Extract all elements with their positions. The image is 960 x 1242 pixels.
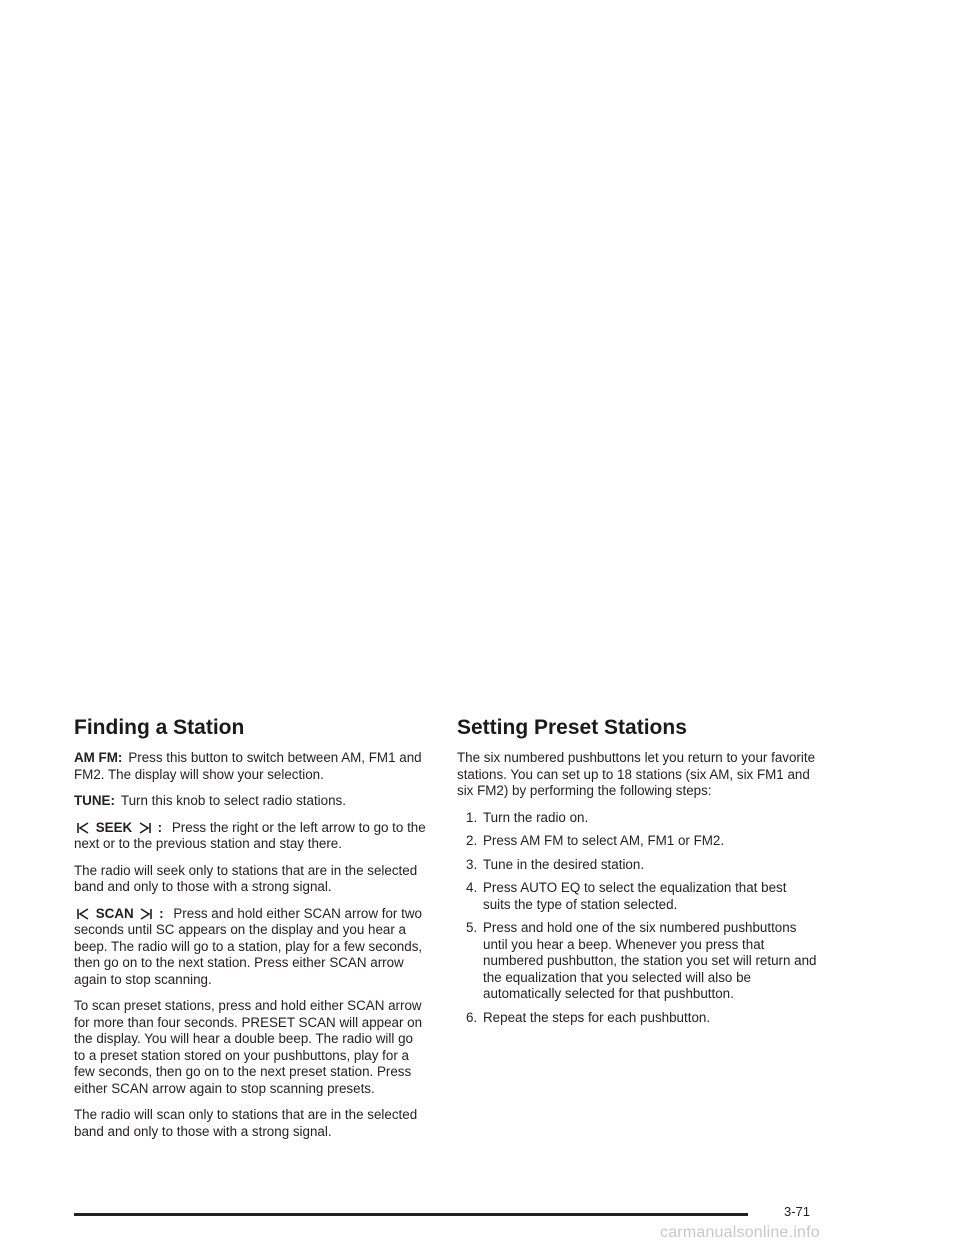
list-item: 3. Tune in the desired station. [466,856,645,872]
setting-preset-heading: Setting Preset Stations [457,716,687,739]
seek-left-arrow-icon [77,822,89,834]
scan-term: SCAN [95,905,134,921]
tune-term: TUNE: [74,793,115,808]
seek-note: The radio will seek only to stations that are in the selected band and only to those with a strong signal. [74,862,418,894]
amfm-text: Press this button to switch between AM, FM1 and FM2. The display will show your selection. [74,750,422,782]
scan-note: The radio will scan only to stations that are in the selected band and only to those with a strong signal. [74,1107,418,1139]
preset-scan-paragraph: To scan preset stations, press and hold either SCAN arrow for more than four seconds. PRESET SCAN will appear on the display. You will hear a double beep. The radio will go to a preset station stored on your pushbuttons, play for a few seconds, then go on to the next preset station. Press either SCAN arrow again to stop scanning presets. [74,998,423,1096]
amfm-term: AM FM: [74,750,123,765]
list-item: 4. Press AUTO EQ to select the equalization that best suits the type of station selected. [466,880,787,912]
scan-right-arrow-icon [140,908,152,920]
page-number: 3-71 [784,1204,811,1219]
seek-right-arrow-icon [139,822,151,834]
scan-label [74,906,167,921]
tune-text: Turn this knob to select radio stations. [120,793,346,808]
seek-paragraph [74,820,426,853]
scan-paragraph [74,906,426,989]
footer-rule [74,1213,748,1216]
finding-station-section [74,714,426,1150]
list-item: 2. Press AM FM to select AM, FM1 or FM2. [466,833,725,848]
watermark: carmanualsonline.info [660,1224,820,1241]
amfm-paragraph [74,750,426,783]
seek-text: Press the right or the left arrow to go to the next or to the previous station and stay there. [74,819,426,851]
seek-term: SEEK [95,819,133,835]
scan-left-arrow-icon [77,908,89,920]
preset-intro: The six numbered pushbuttons let you return to your favorite stations. You can set up to 18 stations (six AM, six FM1 and six FM2) by performing the following steps: [457,750,816,798]
seek-label [74,820,166,835]
list-item: 1. Turn the radio on. [466,809,589,825]
scan-colon: : [159,905,164,921]
list-item: 6. Repeat the steps for each pushbutton. [466,1009,711,1025]
list-item: 5. Press and hold one of the six numbered pushbuttons until you hear a beep. Whenever you press that numbered pushbutton, the station you set will return and the equalization that you selected will also be automatically selected for that pushbutton. [466,920,817,1001]
seek-colon: : [157,819,163,835]
preset-steps-list [457,810,817,1027]
tune-paragraph [74,793,426,810]
scan-text: Press and hold either SCAN arrow for two seconds until SC appears on the display and you hear a beep. The radio will go to a station, play for a few seconds, then go on to the next station. Press either SCAN arrow again to stop scanning. [74,905,423,987]
finding-station-heading: Finding a Station [74,716,245,739]
setting-preset-section [457,714,817,1033]
